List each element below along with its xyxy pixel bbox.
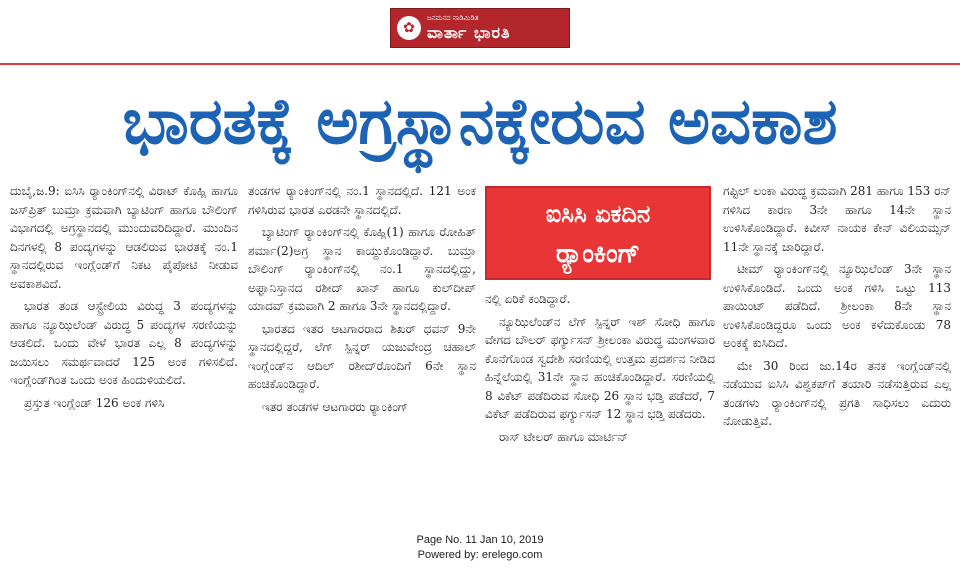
paragraph: ನ್ಯೂಝಿಲೆಂಡ್‌ನ ಲೆಗ್ ಸ್ಪಿನ್ನರ್ ಇಶ್ ಸೋಧಿ ಹಾಗೂ ವೇಗದ ಬೌಲರ್ ಫರ್ಗ್ಯುಸನ್ ಶ್ರೀಲಂಕಾ ವಿರುದ್ಧ ಮಂಗಳವಾರ ಕೊನೆಗೊಂಡ ಸ್ವದೇಶಿ ಸರಣಿಯಲ್ಲಿ ಉತ್ತಮ ಪ್ರದರ್ಶನ ನೀಡಿದ ಹಿನ್ನೆಲೆಯಲ್ಲಿ 31ನೇ ಸ್ಥಾನ ಹಂಚಿಕೊಂಡಿದ್ದಾರೆ. ಸರಣಿಯಲ್ಲಿ 8 ವಿಕೆಟ್ ಪಡೆದಿರುವ ಸೋಧಿ 26 ಸ್ಥಾನ ಭಡ್ತಿ ಪಡೆದರೆ, 7 ವಿಕೆಟ್ ಪಡೆದಿರುವ ಫರ್ಗ್ಯುಸನ್ 12 ಸ್ಥಾನ ಭಡ್ತಿ ಪಡೆದರು. [485,314,715,421]
paragraph: ಇತರ ತಂಡಗಳ ಆಟಗಾರರು ರ್‍ಯಾಂಕಿಂಗ್ [262,399,409,414]
masthead-text [427,14,510,43]
section-label-box [485,186,711,280]
column-3-body [485,290,715,450]
article-column-1 [10,182,238,527]
paragraph: ಭಾರತದ ಇತರ ಆಟಗಾರರಾದ ಶಿಖರ್ ಧವನ್ 9ನೇ ಸ್ಥಾನದಲ್ಲಿದ್ದರೆ, ಲೆಗ್ ಸ್ಪಿನ್ನರ್ ಯಜುವೇಂದ್ರ ಚಹಾಲ್ ಇಂಗ್ಲೆಂಡ್‌ನ ಆದಿಲ್ ರಶೀದ್‌ರೊಂದಿಗೆ 6ನೇ ಸ್ಥಾನ ಹಂಚಿಕೊಂಡಿದ್ದಾರೆ. [248,321,476,391]
paragraph: ದುಬೈ,ಜ.9: ಐಸಿಸಿ ರ್‍ಯಾಂಕಿಂಗ್‌ನಲ್ಲಿ ವಿರಾಟ್ ಕೊಹ್ಲಿ ಹಾಗೂ ಜಸ್‌ಪ್ರಿತ್ ಬುಮ್ರಾ ಕ್ರಮವಾಗಿ ಬ್ಯಾಟಿಂಗ್ ಹಾಗೂ ಬೌಲಿಂಗ್ ವಿಭಾಗದಲ್ಲಿ ಅಗ್ರಸ್ಥಾನದಲ್ಲಿ ಮುಂದುವರಿದಿದ್ದಾರೆ. ಮುಂದಿನ ದಿನಗಳಲ್ಲಿ 8 ಪಂದ್ಯಗಳನ್ನು ಆಡಲಿರುವ ಭಾರತಕ್ಕೆ ನಂ.1 ಸ್ಥಾನದಲ್ಲಿರುವ ಇಂಗ್ಲೆಂಡ್‌ಗೆ ನಿಕಟ ಪೈಪೋಟಿ ನೀಡುವ ಅವಕಾಶವಿದೆ. [10,184,238,291]
powered-by-link[interactable]: Powered by: erelego.com [417,549,543,561]
paragraph: ಗಪ್ಟಿಲ್ ಲಂಕಾ ವಿರುದ್ಧ ಕ್ರಮವಾಗಿ 281 ಹಾಗೂ 153 ರನ್ ಗಳಿಸಿದ ಕಾರಣ 3ನೇ ಹಾಗೂ 14ನೇ ಸ್ಥಾನ ಉಳಿಸಿಕೊಂಡಿದ್ದಾರೆ. ಕಿವೀಸ್ ನಾಯಕ ಕೇನ್ ವಿಲಿಯಮ್ಸನ್ 11ನೇ ಸ್ಥಾನಕ್ಕೆ ಜಾರಿದ್ದಾರೆ. [723,184,951,254]
paragraph: ಪ್ರಸ್ತುತ ಇಂಗ್ಲೆಂಡ್ 126 ಅಂಕ ಗಳಿಸಿ [24,395,165,410]
vb-logo-icon: ✿ [397,16,421,40]
paragraph: ಟೀಮ್ ರ್‍ಯಾಂಕಿಂಗ್‌ನಲ್ಲಿ ನ್ಯೂಝಿಲೆಂಡ್ 3ನೇ ಸ್ಥಾನ ಉಳಿಸಿಕೊಂಡಿದೆ. ಒಂದು ಅಂಕ ಗಳಿಸಿ ಒಟ್ಟು 113 ಪಾಯಿಂಟ್ ಪಡೆದಿದೆ. ಶ್ರೀಲಂಕಾ 8ನೇ ಸ್ಥಾನ ಉಳಿಸಿಕೊಂಡಿದ್ದರೂ ಒಂದು ಅಂಕ ಕಳೆದುಕೊಂಡು 78 ಅಂಕಕ್ಕೆ ಕುಸಿದಿದೆ. [723,262,951,350]
section-label-line-1: ಐಸಿಸಿ ಏಕದಿನ [545,200,651,228]
paragraph: ಮೇ 30 ರಿಂದ ಜು.14ರ ತನಕ ಇಂಗ್ಲೆಂಡ್‌ನಲ್ಲಿ ನಡೆಯುವ ಐಸಿಸಿ ವಿಶ್ವಕಪ್‌ಗೆ ತಯಾರಿ ನಡೆಸುತ್ತಿರುವ ಎಲ್ಲ ತಂಡಗಳು ರ್‍ಯಾಂಕಿಂಗ್‌ನಲ್ಲಿ ಪ್ರಗತಿ ಸಾಧಿಸಲು ಎದುರು ನೋಡುತ್ತಿವೆ. [723,358,951,428]
top-divider [0,63,960,65]
masthead-tagline: ಜನಮನದ ನಾಡಿಮಿಡಿತ [427,13,479,22]
paragraph: ನಲ್ಲಿ ಏರಿಕೆ ಕಂಡಿದ್ದಾರೆ. [485,292,571,306]
section-label-line-2: ರ್‍ಯಾಂಕಿಂಗ್ [555,239,641,269]
article-headline: ಭಾರತಕ್ಕೆ ಅಗ್ರಸ್ಥಾನಕ್ಕೇರುವ ಅವಕಾಶ [122,85,838,159]
paragraph: ತಂಡಗಳ ರ್‍ಯಾಂಕಿಂಗ್‌ನಲ್ಲಿ ನಂ.1 ಸ್ಥಾನದಲ್ಲಿದೆ. 121 ಅಂಕ ಗಳಿಸಿರುವ ಭಾರತ ಎರಡನೇ ಸ್ಥಾನದಲ್ಲಿದೆ. [248,184,476,217]
paragraph: ರಾಸ್ ಟೇಲರ್ ಹಾಗೂ ಮಾರ್ಟಿನ್ [499,429,629,444]
masthead-name: ವಾರ್ತಾ ಭಾರತಿ [427,22,511,42]
paragraph: ಭಾರತ ತಂಡ ಆಸ್ಟ್ರೇಲಿಯ ವಿರುದ್ಧ 3 ಪಂದ್ಯಗಳನ್ನು ಹಾಗೂ ನ್ಯೂಝಿಲೆಂಡ್ ವಿರುದ್ಧ 5 ಪಂದ್ಯಗಳ ಸರಣಿಯನ್ನು ಆಡಲಿದೆ. ಒಂದು ವೇಳೆ ಭಾರತ ಎಲ್ಲ 8 ಪಂದ್ಯಗಳನ್ನು ಜಯಿಸಲು ಸಮರ್ಥವಾದರೆ 125 ಅಂಕ ಗಳಿಸಲಿದೆ. ಇಂಗ್ಲೆಂಡ್‌ಗಿಂತ ಒಂದು ಅಂಕ ಹಿಂದುಳಿಯಲಿದೆ. [10,299,238,387]
page-info: Page No. 11 Jan 10, 2019 [416,534,544,546]
paragraph: ಬ್ಯಾಟಿಂಗ್ ರ್‍ಯಾಂಕಿಂಗ್‌ನಲ್ಲಿ ಕೊಹ್ಲಿ(1) ಹಾಗೂ ರೋಹಿತ್ ಶರ್ಮಾ(2)ಅಗ್ರ ಸ್ಥಾನ ಕಾಯ್ದುಕೊಂಡಿದ್ದಾರೆ. ಬುಮ್ರಾ ಬೌಲಿಂಗ್ ರ್‍ಯಾಂಕಿಂಗ್‌ನಲ್ಲಿ ನಂ.1 ಸ್ಥಾನದಲ್ಲಿದ್ದು, ಅಫ್ಘಾನಿಸ್ತಾನದ ರಶೀದ್ ಖಾನ್ ಹಾಗೂ ಕುಲ್‌ದೀಪ್ ಯಾದವ್ ಕ್ರಮವಾಗಿ 2 ಹಾಗೂ 3ನೇ ಸ್ಥಾನದಲ್ಲಿದ್ದಾರೆ. [248,225,476,313]
article-column-2 [248,182,476,527]
article-column-3 [485,182,715,527]
masthead-logo [390,8,570,48]
article-column-4 [723,182,951,527]
